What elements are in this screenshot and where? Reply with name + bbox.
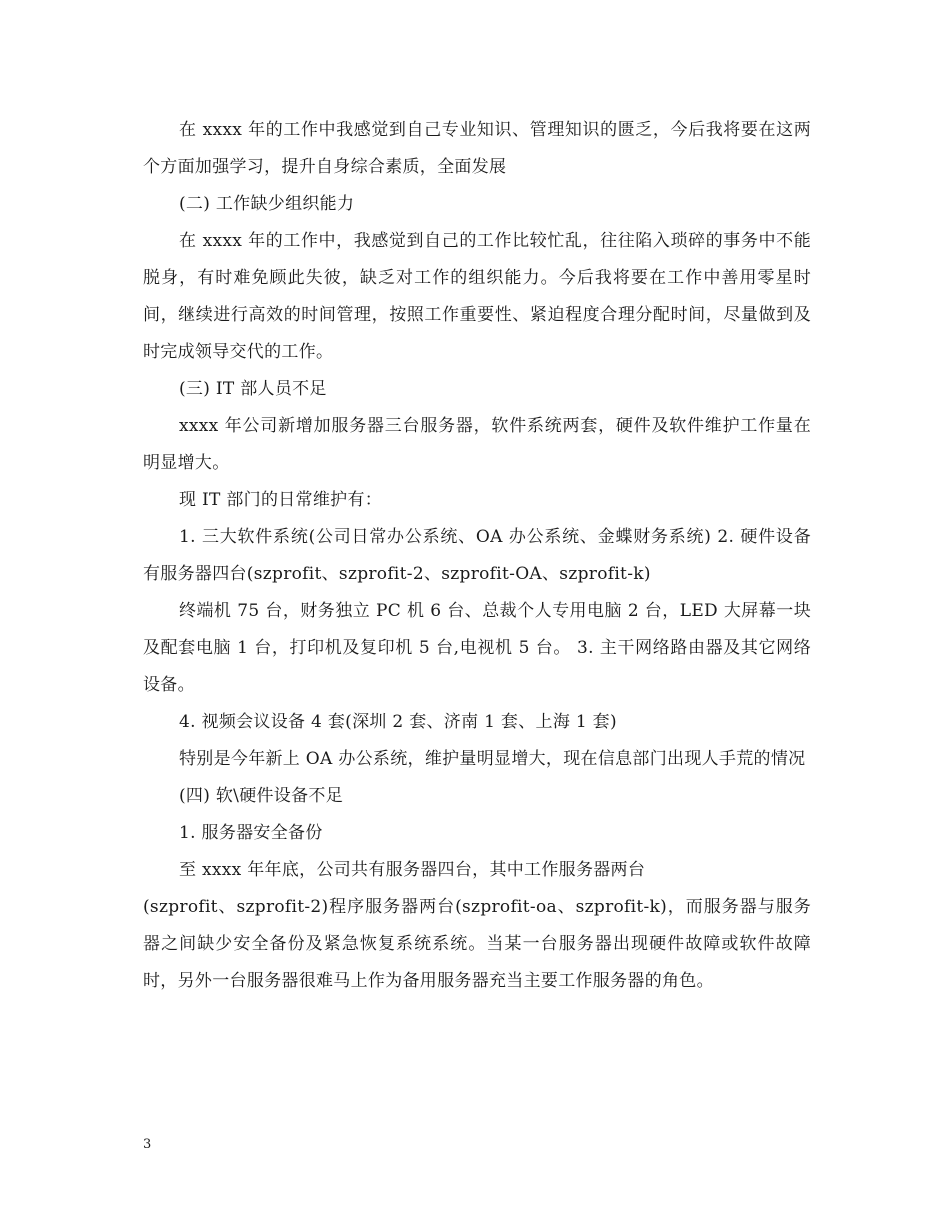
paragraph: xxxx 年公司新增加服务器三台服务器，软件系统两套，硬件及软件维护工作量在明显增大。 xyxy=(143,416,811,473)
list-item: 1. 服务器安全备份 xyxy=(179,823,323,843)
list-item: 4. 视频会议设备 4 套(深圳 2 套、济南 1 套、上海 1 套) xyxy=(179,712,617,732)
section-heading: (四) 软\硬件设备不足 xyxy=(179,786,343,806)
paragraph: 至 xxxx 年年底，公司共有服务器四台，其中工作服务器两台 xyxy=(179,860,646,880)
page-number: 3 xyxy=(143,1137,152,1152)
section-heading: (三) IT 部人员不足 xyxy=(179,379,327,399)
paragraph: (szprofit、szprofit-2)程序服务器两台(szprofit-oa、szprofit-k)，而服务器与服务器之间缺少安全备份及紧急恢复系统系统。当某一台服务器出现硬件故障或软件故障时，另外一台服务器很难马上作为备用服务器充当主要工作服务器的角色。 xyxy=(143,897,811,991)
document-body xyxy=(143,112,811,1000)
paragraph: 终端机 75 台，财务独立 PC 机 6 台、总裁个人专用电脑 2 台，LED 大屏幕一块及配套电脑 1 台，打印机及复印机 5 台,电视机 5 台。 3. 主干网络路由器及其它网络设备。 xyxy=(143,601,811,695)
paragraph: 现 IT 部门的日常维护有： xyxy=(179,490,383,510)
section-heading: (二) 工作缺少组织能力 xyxy=(179,194,355,214)
paragraph: 在 xxxx 年的工作中，我感觉到自己的工作比较忙乱，往往陷入琐碎的事务中不能脱身，有时难免顾此失彼，缺乏对工作的组织能力。今后我将要在工作中善用零星时间，继续进行高效的时间管理，按照工作重要性、紧迫程度合理分配时间，尽量做到及时完成领导交代的工作。 xyxy=(143,231,811,362)
paragraph: 在 xxxx 年的工作中我感觉到自己专业知识、管理知识的匮乏，今后我将要在这两个方面加强学习，提升自身综合素质，全面发展 xyxy=(143,120,811,177)
paragraph: 特别是今年新上 OA 办公系统，维护量明显增大，现在信息部门出现人手荒的情况 xyxy=(179,749,806,769)
list-item: 1. 三大软件系统(公司日常办公系统、OA 办公系统、金蝶财务系统) 2. 硬件设备有服务器四台(szprofit、szprofit-2、szprofit-OA、szprofit-k) xyxy=(143,527,811,584)
